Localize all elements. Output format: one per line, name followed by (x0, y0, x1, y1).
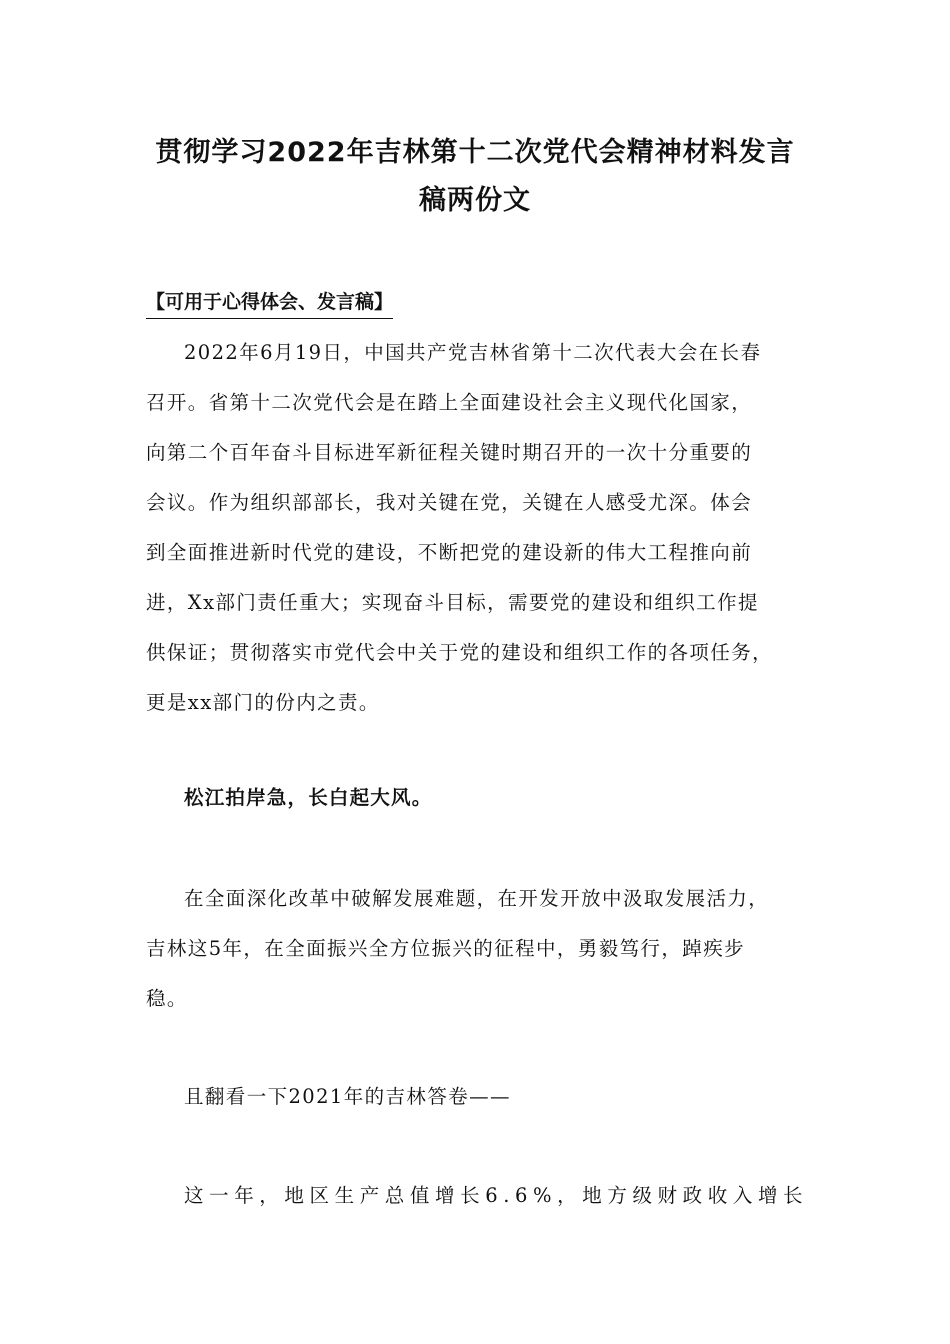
paragraph-2 (146, 874, 814, 1024)
paragraph-2-line: 稳。 (146, 987, 188, 1010)
usage-tagline: 【可用于心得体会、发言稿】 (146, 289, 393, 319)
paragraph-4 (146, 1171, 814, 1221)
paragraph-1-line: 更是xx部门的份内之责。 (146, 691, 380, 714)
paragraph-4-line: 这一年，地区生产总值增长6.6%，地方级财政收入增长 (184, 1184, 809, 1207)
paragraph-2-line: 在全面深化改革中破解发展难题，在开发开放中汲取发展活力， (184, 887, 770, 910)
paragraph-1 (146, 328, 814, 728)
document-title-line-2: 稿两份文 (419, 185, 531, 216)
paragraph-1-line: 向第二个百年奋斗目标进军新征程关键时期召开的一次十分重要的 (146, 441, 753, 464)
paragraph-1-line: 召开。省第十二次党代会是在踏上全面建设社会主义现代化国家， (146, 391, 753, 414)
paragraph-3 (146, 1072, 814, 1122)
paragraph-1-line: 2022年6月19日，中国共产党吉林省第十二次代表大会在长春 (184, 341, 762, 364)
bold-heading-line: 松江拍岸急，长白起大风。 (184, 786, 433, 809)
paragraph-1-line: 供保证；贯彻落实市党代会中关于党的建设和组织工作的各项任务， (146, 641, 774, 664)
paragraph-1-line: 进，Xx部门责任重大；实现奋斗目标，需要党的建设和组织工作提 (146, 591, 759, 614)
paragraph-1-line: 会议。作为组织部部长，我对关键在党，关键在人感受尤深。体会 (146, 491, 753, 514)
document-title-line-1: 贯彻学习2022年吉林第十二次党代会精神材料发言 (155, 137, 795, 168)
paragraph-1-line: 到全面推进新时代党的建设，不断把党的建设新的伟大工程推向前 (146, 541, 753, 564)
paragraph-3-line: 且翻看一下2021年的吉林答卷—— (184, 1085, 511, 1108)
paragraph-2-line: 吉林这5年，在全面振兴全方位振兴的征程中，勇毅笃行，踔疾步 (146, 937, 746, 960)
